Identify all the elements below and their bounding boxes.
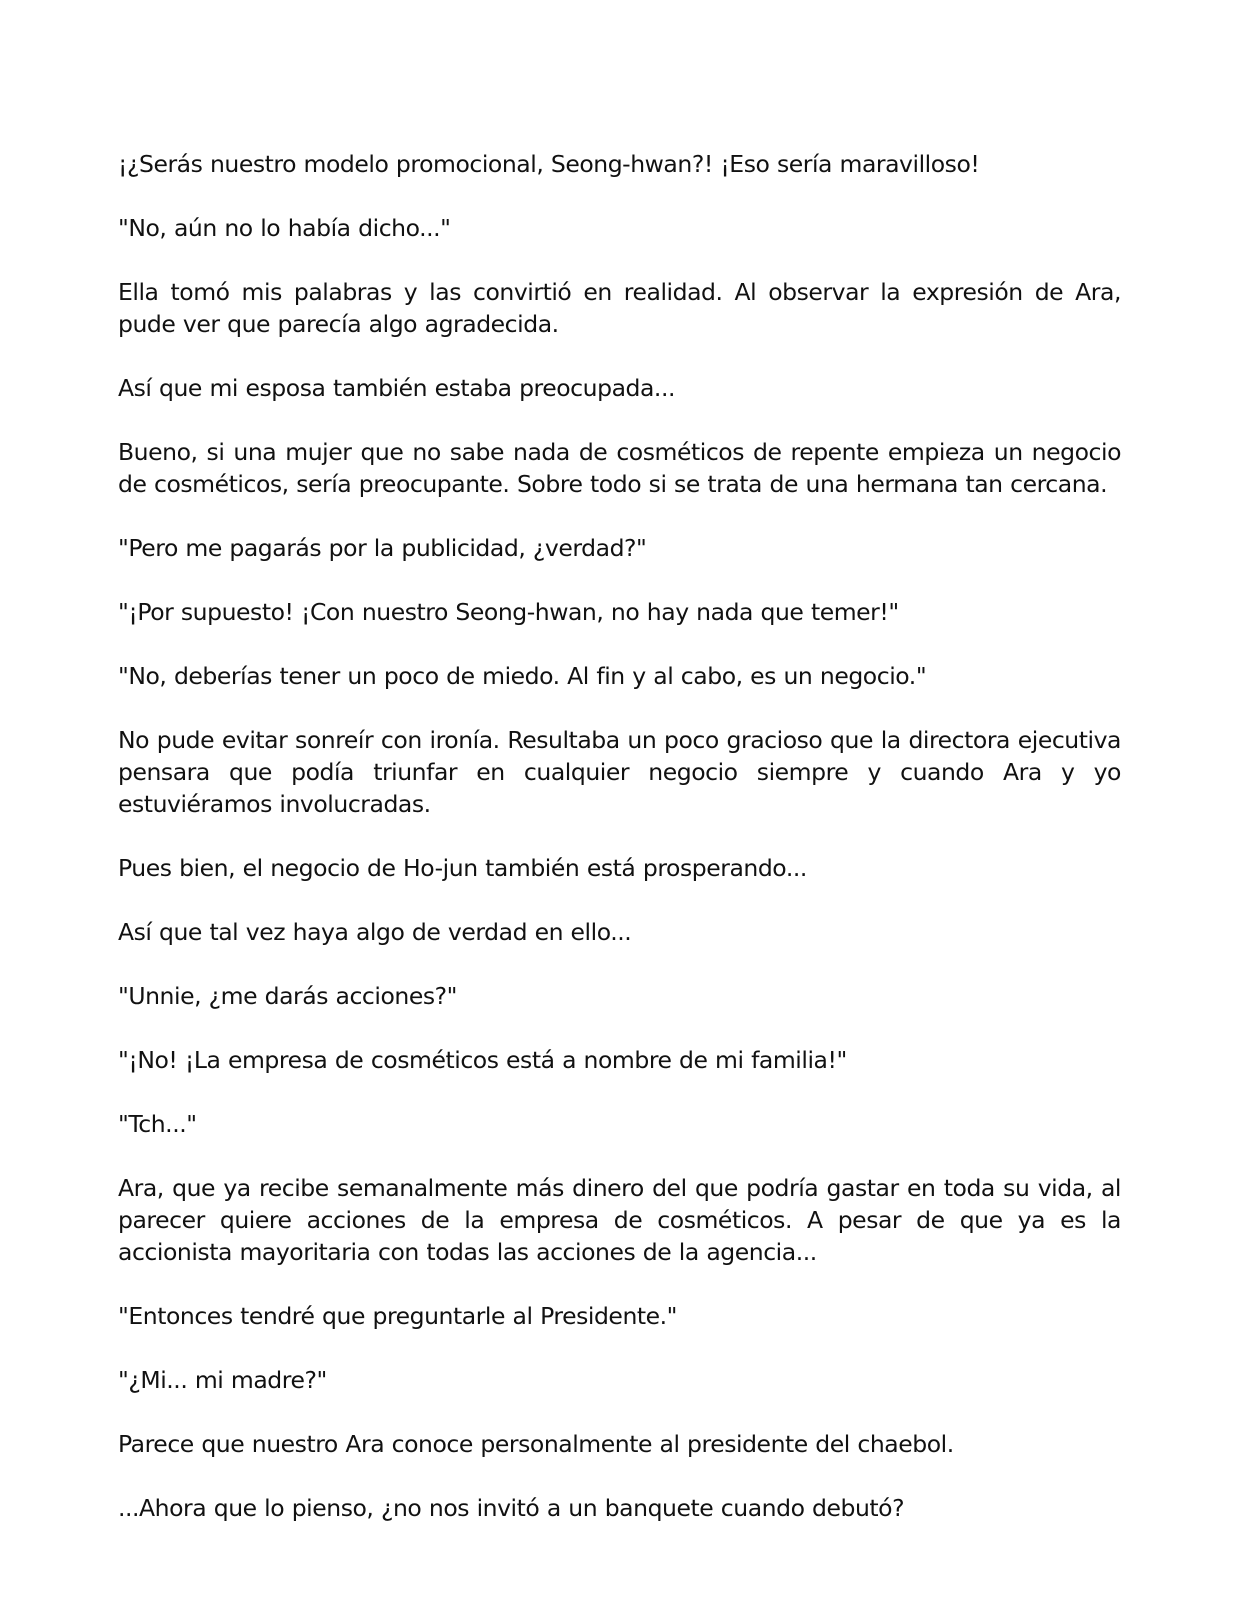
paragraph: "Unnie, ¿me darás acciones?" bbox=[118, 982, 458, 1010]
paragraph: Así que mi esposa también estaba preocupada... bbox=[118, 374, 675, 402]
paragraph: Bueno, si una mujer que no sabe nada de cosméticos de repente empieza un negocio de cosméticos, sería preocupante. Sobre todo si se trata de una hermana tan cercana. bbox=[118, 438, 1121, 498]
paragraph: Ara, que ya recibe semanalmente más dinero del que podría gastar en toda su vida, al parecer quiere acciones de la empresa de cosméticos. A pesar de que ya es la accionista mayoritaria con todas las acciones de la agencia... bbox=[118, 1174, 1121, 1266]
paragraph: "Entonces tendré que preguntarle al Presidente." bbox=[118, 1302, 678, 1330]
paragraph: ¡¿Serás nuestro modelo promocional, Seong-hwan?! ¡Eso sería maravilloso! bbox=[118, 150, 980, 178]
paragraph: "¡No! ¡La empresa de cosméticos está a nombre de mi familia!" bbox=[118, 1046, 847, 1074]
paragraph: "No, aún no lo había dicho..." bbox=[118, 214, 451, 242]
paragraph: "Tch..." bbox=[118, 1110, 197, 1138]
paragraph: "¿Mi... mi madre?" bbox=[118, 1366, 327, 1394]
paragraph: No pude evitar sonreír con ironía. Resultaba un poco gracioso que la directora ejecutiva pensara que podía triunfar en cualquier negocio siempre y cuando Ara y yo estuviéramos involucradas. bbox=[118, 726, 1121, 818]
paragraph: Así que tal vez haya algo de verdad en ello... bbox=[118, 918, 632, 946]
paragraph: "No, deberías tener un poco de miedo. Al fin y al cabo, es un negocio." bbox=[118, 662, 927, 690]
paragraph: Parece que nuestro Ara conoce personalmente al presidente del chaebol. bbox=[118, 1430, 954, 1458]
paragraph: Ella tomó mis palabras y las convirtió en realidad. Al observar la expresión de Ara, pude ver que parecía algo agradecida. bbox=[118, 278, 1121, 338]
document-body bbox=[118, 148, 1121, 1556]
paragraph: Pues bien, el negocio de Ho-jun también está prosperando... bbox=[118, 854, 807, 882]
paragraph: ...Ahora que lo pienso, ¿no nos invitó a un banquete cuando debutó? bbox=[118, 1494, 905, 1522]
paragraph: "Pero me pagarás por la publicidad, ¿verdad?" bbox=[118, 534, 647, 562]
paragraph: "¡Por supuesto! ¡Con nuestro Seong-hwan, no hay nada que temer!" bbox=[118, 598, 899, 626]
